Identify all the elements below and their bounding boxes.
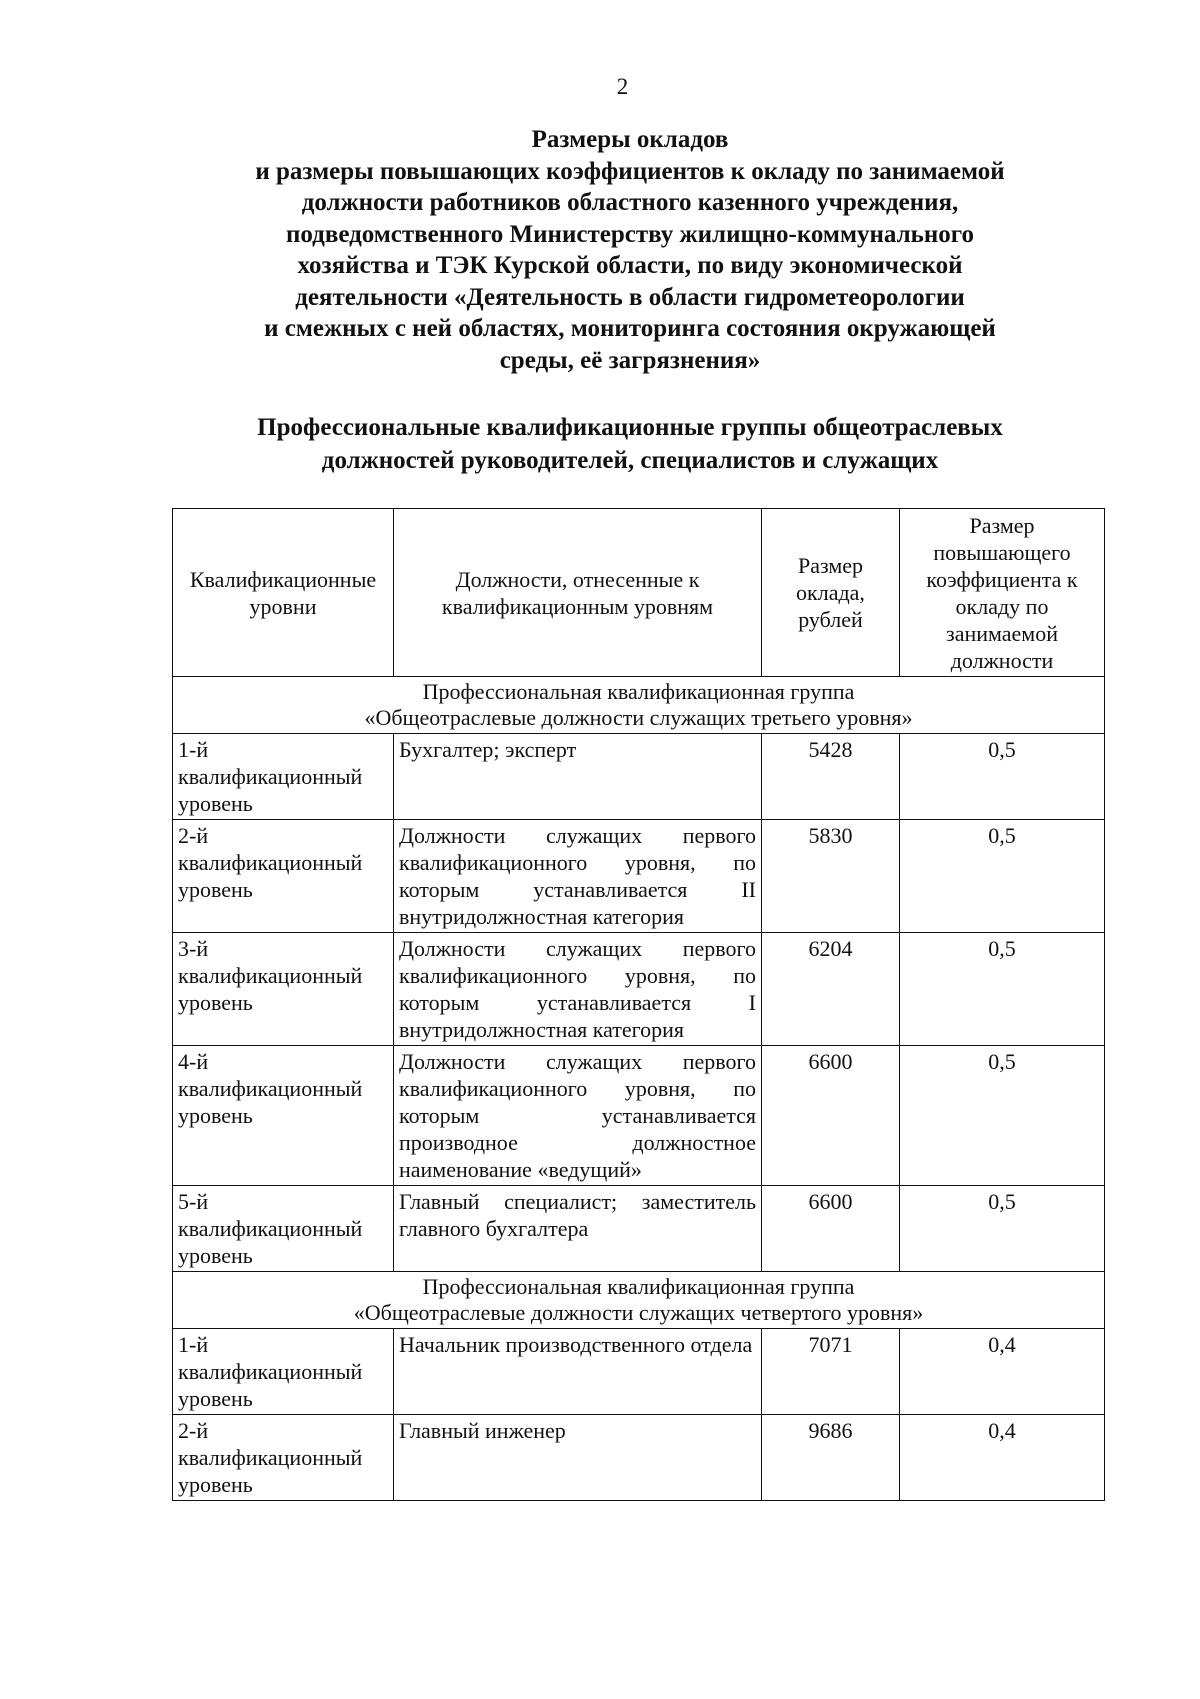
- page-number: 2: [616, 74, 629, 99]
- table-row: [173, 1329, 1105, 1415]
- table-row: [173, 933, 1105, 1046]
- title-line: должности работников областного казенного учреждения,: [301, 189, 959, 216]
- header-coefficient: Размер повышающего коэффициента к окладу по занимаемой должности: [900, 509, 1105, 677]
- cell-positions: Начальник производственного отдела: [394, 1329, 762, 1415]
- subtitle-line: должностей руководителей, специалистов и служащих: [321, 447, 939, 474]
- cell-positions: Должности служащих первого квалификационного уровня, по которым устанавливается I внутридолжностная категория: [394, 933, 762, 1046]
- subtitle-line: Профессиональные квалификационные группы общеотраслевых: [257, 414, 1003, 441]
- cell-positions: Должности служащих первого квалификационного уровня, по которым устанавливается II внутридолжностная категория: [394, 820, 762, 933]
- cell-coefficient: 0,5: [900, 1186, 1105, 1272]
- cell-positions: Бухгалтер; эксперт: [394, 734, 762, 820]
- cell-salary: 9686: [762, 1415, 900, 1501]
- title-line: хозяйства и ТЭК Курской области, по виду экономической: [297, 252, 963, 279]
- group-header-row: [173, 677, 1105, 734]
- cell-coefficient: 0,5: [900, 734, 1105, 820]
- cell-coefficient: 0,4: [900, 1329, 1105, 1415]
- title-line: Размеры окладов: [531, 126, 729, 153]
- cell-salary: 6600: [762, 1046, 900, 1186]
- cell-level: 2-й квалификационный уровень: [173, 1415, 394, 1501]
- group-title: [173, 677, 1105, 734]
- salary-table: [172, 508, 1105, 1501]
- cell-salary: 7071: [762, 1329, 900, 1415]
- cell-coefficient: 0,5: [900, 820, 1105, 933]
- table-row: [173, 820, 1105, 933]
- cell-level: 2-й квалификационный уровень: [173, 820, 394, 933]
- cell-level: 3-й квалификационный уровень: [173, 933, 394, 1046]
- cell-salary: 5428: [762, 734, 900, 820]
- cell-coefficient: 0,5: [900, 1046, 1105, 1186]
- group-title-line: «Общеотраслевые должности служащих четвертого уровня»: [353, 1300, 924, 1325]
- table-row: [173, 1046, 1105, 1186]
- header-salary: Размер оклада, рублей: [762, 509, 900, 677]
- title-line: деятельности «Деятельность в области гидрометеорологии: [295, 283, 965, 311]
- header-positions: Должности, отнесенные к квалификационным уровням: [394, 509, 762, 677]
- title-line: среды, её загрязнения»: [499, 346, 761, 374]
- cell-positions: Главный инженер: [394, 1415, 762, 1501]
- cell-level: 4-й квалификационный уровень: [173, 1046, 394, 1186]
- cell-level: 1-й квалификационный уровень: [173, 734, 394, 820]
- table-row: [173, 1186, 1105, 1272]
- cell-level: 5-й квалификационный уровень: [173, 1186, 394, 1272]
- cell-salary: 5830: [762, 820, 900, 933]
- cell-coefficient: 0,5: [900, 933, 1105, 1046]
- group-title: [173, 1272, 1105, 1329]
- table-row: [173, 734, 1105, 820]
- cell-salary: 6600: [762, 1186, 900, 1272]
- cell-positions: Должности служащих первого квалификационного уровня, по которым устанавливается производное должностное наименование «ведущий»: [394, 1046, 762, 1186]
- cell-level: 1-й квалификационный уровень: [173, 1329, 394, 1415]
- group-title-line: Профессиональная квалификационная группа: [422, 1274, 855, 1299]
- document-title: [180, 124, 1080, 376]
- table-row: [173, 1415, 1105, 1501]
- cell-positions: Главный специалист; заместитель главного бухгалтера: [394, 1186, 762, 1272]
- title-line: и размеры повышающих коэффициентов к окладу по занимаемой: [255, 157, 1005, 185]
- group-title-line: «Общеотраслевые должности служащих третьего уровня»: [364, 705, 913, 730]
- cell-coefficient: 0,4: [900, 1415, 1105, 1501]
- group-header-row: [173, 1272, 1105, 1329]
- section-subtitle: [180, 411, 1080, 477]
- title-line: и смежных с ней областях, мониторинга состояния окружающей: [264, 315, 996, 342]
- cell-salary: 6204: [762, 933, 900, 1046]
- group-title-line: Профессиональная квалификационная группа: [422, 679, 855, 704]
- title-line: подведомственного Министерству жилищно-коммунального: [286, 220, 974, 248]
- header-levels: Квалификационные уровни: [173, 509, 394, 677]
- table-header-row: [173, 509, 1105, 677]
